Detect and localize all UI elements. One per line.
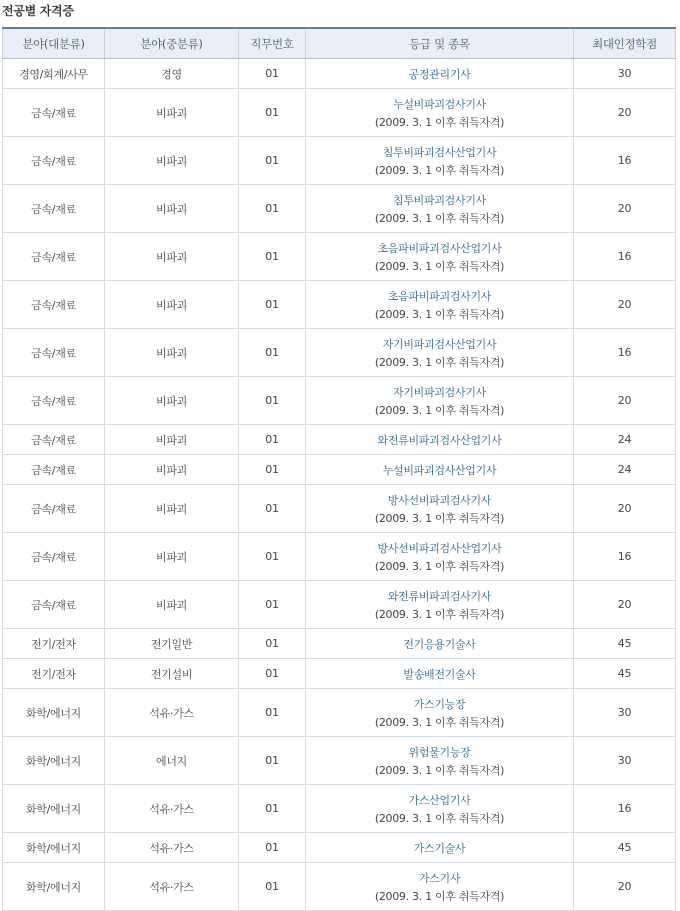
cell-job-no: 01 bbox=[239, 833, 306, 863]
column-header-job-no: 직무번호 bbox=[239, 28, 306, 59]
cell-qualification bbox=[306, 281, 574, 329]
cell-job-no: 01 bbox=[239, 377, 306, 425]
cell-qualification bbox=[306, 455, 574, 485]
cell-job-no: 01 bbox=[239, 863, 306, 911]
qualification-link[interactable]: 방사선비파괴검사기사 bbox=[387, 493, 492, 507]
column-header-qualification: 등급 및 종목 bbox=[306, 28, 574, 59]
cell-credits: 20 bbox=[574, 485, 676, 533]
cell-major: 금속/재료 bbox=[3, 455, 105, 485]
qualification-link[interactable]: 누설비파괴검사산업기사 bbox=[382, 463, 497, 477]
cell-minor: 비파괴 bbox=[105, 89, 239, 137]
qualification-link[interactable]: 가스기능장 bbox=[413, 697, 466, 711]
table-row bbox=[3, 785, 676, 833]
cell-major: 전기/전자 bbox=[3, 659, 105, 689]
table-row bbox=[3, 233, 676, 281]
cell-credits: 20 bbox=[574, 863, 676, 911]
cell-qualification bbox=[306, 737, 574, 785]
table-row bbox=[3, 659, 676, 689]
table-row bbox=[3, 737, 676, 785]
qualification-link[interactable]: 침투비파괴검사기사 bbox=[393, 193, 486, 207]
table-row bbox=[3, 689, 676, 737]
acquisition-note: (2009. 3. 1 이후 취득자격) bbox=[374, 607, 505, 621]
cell-credits: 45 bbox=[574, 833, 676, 863]
cell-credits: 30 bbox=[574, 59, 676, 89]
cell-minor: 비파괴 bbox=[105, 233, 239, 281]
cell-job-no: 01 bbox=[239, 737, 306, 785]
cell-job-no: 01 bbox=[239, 185, 306, 233]
cell-minor: 비파괴 bbox=[105, 455, 239, 485]
cell-minor: 비파괴 bbox=[105, 533, 239, 581]
qualification-link[interactable]: 와전류비파괴검사기사 bbox=[387, 589, 492, 603]
acquisition-note: (2009. 3. 1 이후 취득자격) bbox=[374, 403, 505, 417]
cell-major: 금속/재료 bbox=[3, 89, 105, 137]
cell-credits: 45 bbox=[574, 659, 676, 689]
table-row bbox=[3, 455, 676, 485]
table-row bbox=[3, 281, 676, 329]
acquisition-note: (2009. 3. 1 이후 취득자격) bbox=[374, 811, 505, 825]
cell-qualification bbox=[306, 329, 574, 377]
cell-qualification bbox=[306, 185, 574, 233]
cell-qualification bbox=[306, 233, 574, 281]
qualification-link[interactable]: 가스산업기사 bbox=[408, 793, 471, 807]
acquisition-note: (2009. 3. 1 이후 취득자격) bbox=[374, 211, 505, 225]
acquisition-note: (2009. 3. 1 이후 취득자격) bbox=[374, 307, 505, 321]
cell-qualification bbox=[306, 59, 574, 89]
cell-qualification bbox=[306, 863, 574, 911]
cell-qualification bbox=[306, 89, 574, 137]
cell-major: 금속/재료 bbox=[3, 137, 105, 185]
cell-credits: 30 bbox=[574, 737, 676, 785]
cell-credits: 16 bbox=[574, 533, 676, 581]
cell-major: 경영/회계/사무 bbox=[3, 59, 105, 89]
cell-job-no: 01 bbox=[239, 581, 306, 629]
cell-qualification bbox=[306, 377, 574, 425]
cell-credits: 16 bbox=[574, 233, 676, 281]
cell-job-no: 01 bbox=[239, 329, 306, 377]
cell-job-no: 01 bbox=[239, 689, 306, 737]
table-body bbox=[3, 59, 676, 911]
section-title: 전공별 자격증 bbox=[2, 4, 74, 18]
qualification-link[interactable]: 방사선비파괴검사산업기사 bbox=[377, 541, 502, 555]
cell-major: 금속/재료 bbox=[3, 485, 105, 533]
qualification-link[interactable]: 위험물기능장 bbox=[408, 745, 471, 759]
cell-qualification bbox=[306, 533, 574, 581]
acquisition-note: (2009. 3. 1 이후 취득자격) bbox=[374, 511, 505, 525]
cell-job-no: 01 bbox=[239, 485, 306, 533]
cell-minor: 석유·가스 bbox=[105, 833, 239, 863]
cell-credits: 16 bbox=[574, 329, 676, 377]
cell-credits: 20 bbox=[574, 89, 676, 137]
cell-qualification bbox=[306, 581, 574, 629]
qualification-link[interactable]: 전기응용기술사 bbox=[403, 637, 476, 651]
cell-job-no: 01 bbox=[239, 629, 306, 659]
cell-qualification bbox=[306, 485, 574, 533]
qualification-link[interactable]: 가스기술사 bbox=[413, 841, 466, 855]
cell-minor: 비파괴 bbox=[105, 137, 239, 185]
qualification-link[interactable]: 가스기사 bbox=[418, 871, 461, 885]
cell-qualification bbox=[306, 785, 574, 833]
cell-major: 금속/재료 bbox=[3, 281, 105, 329]
cell-major: 금속/재료 bbox=[3, 329, 105, 377]
table-row bbox=[3, 629, 676, 659]
cell-minor: 비파괴 bbox=[105, 581, 239, 629]
cell-job-no: 01 bbox=[239, 455, 306, 485]
qualification-link[interactable]: 침투비파괴검사산업기사 bbox=[382, 145, 497, 159]
table-row bbox=[3, 581, 676, 629]
cell-credits: 20 bbox=[574, 581, 676, 629]
column-header-major: 분야(대분류) bbox=[3, 28, 105, 59]
table-row bbox=[3, 185, 676, 233]
cell-job-no: 01 bbox=[239, 233, 306, 281]
qualification-link[interactable]: 누설비파괴검사기사 bbox=[393, 97, 486, 111]
cell-qualification bbox=[306, 689, 574, 737]
cell-major: 금속/재료 bbox=[3, 533, 105, 581]
cell-major: 금속/재료 bbox=[3, 233, 105, 281]
acquisition-note: (2009. 3. 1 이후 취득자격) bbox=[374, 355, 505, 369]
cell-credits: 20 bbox=[574, 377, 676, 425]
cell-minor: 비파괴 bbox=[105, 425, 239, 455]
acquisition-note: (2009. 3. 1 이후 취득자격) bbox=[374, 559, 505, 573]
cell-qualification bbox=[306, 833, 574, 863]
cell-credits: 45 bbox=[574, 629, 676, 659]
table-header-row bbox=[3, 28, 676, 59]
acquisition-note: (2009. 3. 1 이후 취득자격) bbox=[374, 715, 505, 729]
cell-major: 금속/재료 bbox=[3, 185, 105, 233]
cell-minor: 비파괴 bbox=[105, 485, 239, 533]
cell-job-no: 01 bbox=[239, 89, 306, 137]
cell-qualification bbox=[306, 659, 574, 689]
cell-major: 화학/에너지 bbox=[3, 833, 105, 863]
cell-job-no: 01 bbox=[239, 659, 306, 689]
cell-major: 전기/전자 bbox=[3, 629, 105, 659]
cell-job-no: 01 bbox=[239, 137, 306, 185]
cell-minor: 석유·가스 bbox=[105, 785, 239, 833]
cell-major: 화학/에너지 bbox=[3, 863, 105, 911]
table-row bbox=[3, 59, 676, 89]
cell-credits: 30 bbox=[574, 689, 676, 737]
cell-job-no: 01 bbox=[239, 533, 306, 581]
acquisition-note: (2009. 3. 1 이후 취득자격) bbox=[374, 889, 505, 903]
cell-job-no: 01 bbox=[239, 59, 306, 89]
qualification-link[interactable]: 초음파비파괴검사산업기사 bbox=[377, 241, 502, 255]
cell-qualification bbox=[306, 137, 574, 185]
cell-minor: 비파괴 bbox=[105, 329, 239, 377]
cell-major: 금속/재료 bbox=[3, 377, 105, 425]
cell-major: 화학/에너지 bbox=[3, 737, 105, 785]
qualification-link[interactable]: 와전류비파괴검사산업기사 bbox=[377, 433, 502, 447]
cell-credits: 20 bbox=[574, 281, 676, 329]
cell-minor: 전기일반 bbox=[105, 629, 239, 659]
column-header-minor: 분야(중분류) bbox=[105, 28, 239, 59]
cell-minor: 전기설비 bbox=[105, 659, 239, 689]
table-row bbox=[3, 863, 676, 911]
cell-minor: 석유·가스 bbox=[105, 863, 239, 911]
table-row bbox=[3, 329, 676, 377]
cell-credits: 16 bbox=[574, 785, 676, 833]
cell-job-no: 01 bbox=[239, 785, 306, 833]
table-row bbox=[3, 89, 676, 137]
cell-credits: 24 bbox=[574, 425, 676, 455]
table-row bbox=[3, 833, 676, 863]
certificate-table bbox=[2, 27, 676, 911]
acquisition-note: (2009. 3. 1 이후 취득자격) bbox=[374, 259, 505, 273]
cell-major: 금속/재료 bbox=[3, 581, 105, 629]
qualification-link[interactable]: 초음파비파괴검사기사 bbox=[387, 289, 492, 303]
cell-minor: 비파괴 bbox=[105, 377, 239, 425]
cell-credits: 20 bbox=[574, 185, 676, 233]
table-row bbox=[3, 377, 676, 425]
qualification-link[interactable]: 공정관리기사 bbox=[408, 67, 471, 81]
cell-major: 금속/재료 bbox=[3, 425, 105, 455]
qualification-link[interactable]: 발송배전기술사 bbox=[403, 667, 476, 681]
cell-qualification bbox=[306, 629, 574, 659]
table-row bbox=[3, 485, 676, 533]
cell-minor: 경영 bbox=[105, 59, 239, 89]
cell-minor: 비파괴 bbox=[105, 281, 239, 329]
cell-major: 화학/에너지 bbox=[3, 785, 105, 833]
cell-job-no: 01 bbox=[239, 425, 306, 455]
cell-credits: 16 bbox=[574, 137, 676, 185]
cell-credits: 24 bbox=[574, 455, 676, 485]
acquisition-note: (2009. 3. 1 이후 취득자격) bbox=[374, 763, 505, 777]
table-row bbox=[3, 137, 676, 185]
column-header-credits: 최대인정학점 bbox=[574, 28, 676, 59]
acquisition-note: (2009. 3. 1 이후 취득자격) bbox=[374, 115, 505, 129]
cell-minor: 비파괴 bbox=[105, 185, 239, 233]
cell-job-no: 01 bbox=[239, 281, 306, 329]
table-row bbox=[3, 533, 676, 581]
cell-qualification bbox=[306, 425, 574, 455]
qualification-link[interactable]: 자기비파괴검사산업기사 bbox=[382, 337, 497, 351]
table-row bbox=[3, 425, 676, 455]
cell-minor: 에너지 bbox=[105, 737, 239, 785]
acquisition-note: (2009. 3. 1 이후 취득자격) bbox=[374, 163, 505, 177]
qualification-link[interactable]: 자기비파괴검사기사 bbox=[393, 385, 486, 399]
cell-minor: 석유·가스 bbox=[105, 689, 239, 737]
cell-major: 화학/에너지 bbox=[3, 689, 105, 737]
